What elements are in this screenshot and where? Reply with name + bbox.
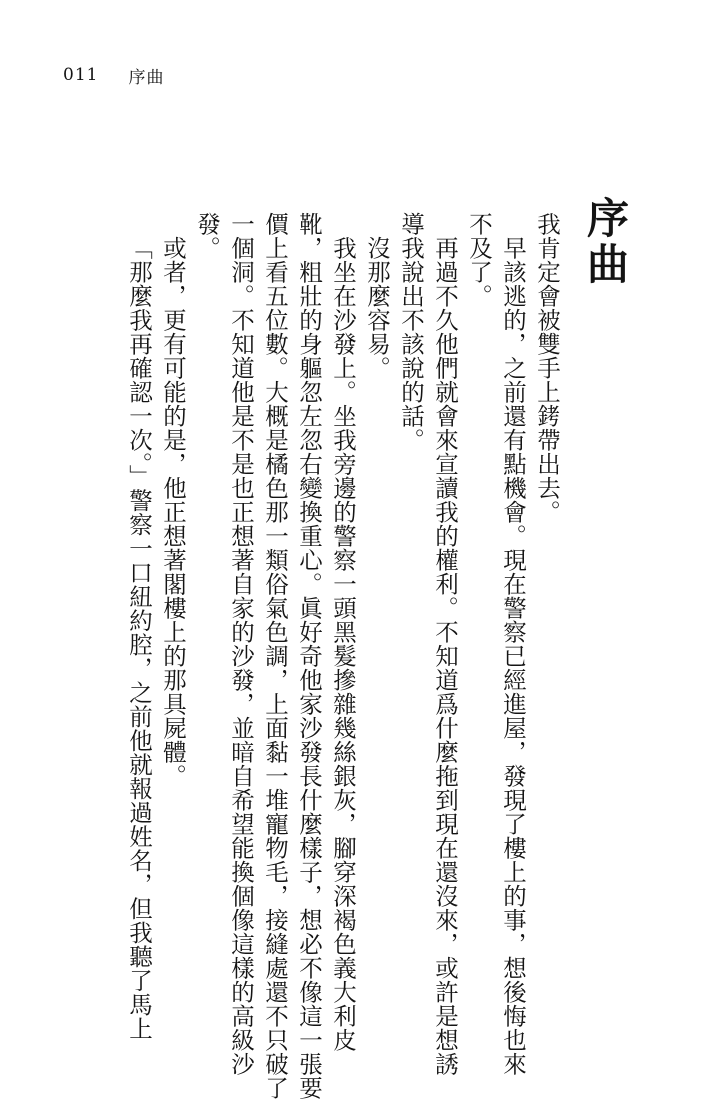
text-column-11: 發。 — [193, 212, 221, 260]
text-column-1: 我肯定會被雙手上銬帶出去。 — [533, 212, 561, 524]
text-column-13: 「那麼我再確認一次。」警察一口紐約腔，之前他就報過姓名，但我聽了馬上 — [125, 236, 153, 1041]
running-head — [63, 64, 164, 86]
chapter-title: 序曲 — [581, 196, 630, 288]
text-column-2: 早該逃的，之前還有點機會。現在警察已經進屋，發現了樓上的事，想後悔也來 — [499, 236, 527, 1076]
text-column-4: 再過不久他們就會來宣讀我的權利。不知道爲什麼拖到現在還沒來，或許是想誘 — [431, 236, 459, 1076]
text-column-12: 或者，更有可能的是，他正想著閣樓上的那具屍體。 — [159, 236, 187, 788]
text-column-5: 導我說出不該說的話。 — [397, 212, 425, 452]
text-column-10: 一個洞。不知道他是不是也正想著自家的沙發，並暗自希望能換個像這樣的高級沙 — [227, 212, 255, 1076]
text-column-6: 沒那麼容易。 — [363, 236, 391, 380]
text-column-3: 不及了。 — [465, 212, 493, 308]
text-column-9: 價上看五位數。大概是橘色那一類俗氣色調，上面黏一堆寵物毛，接縫處還不只破了 — [261, 212, 289, 1100]
page-number: 011 — [63, 65, 99, 85]
text-column-7: 我坐在沙發上。坐我旁邊的警察一頭黑髮摻雜幾絲銀灰，腳穿深褐色義大利皮 — [329, 236, 357, 1052]
running-head-chapter: 序曲 — [128, 67, 165, 88]
text-column-8: 靴，粗壯的身軀忽左忽右變換重心。眞好奇他家沙發長什麼樣子，想必不像這一張要 — [295, 212, 323, 1100]
